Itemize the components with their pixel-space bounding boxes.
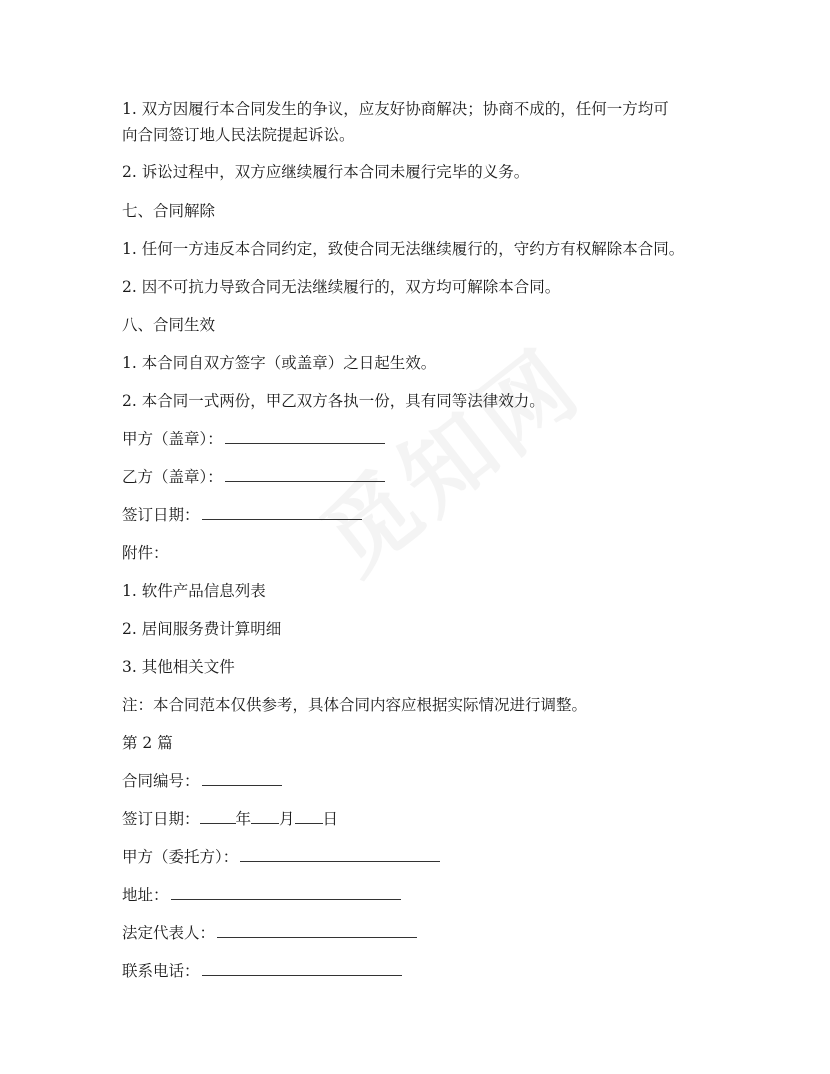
principal-label: 甲方（委托方）： [122, 848, 239, 866]
principal-row [122, 844, 790, 870]
sign-date-label: 签订日期： [122, 506, 200, 524]
attachment-item-3: 3. 其他相关文件 [122, 658, 235, 676]
attachment-item-2: 2. 居间服务费计算明细 [122, 620, 282, 638]
section-7-title: 七、合同解除 [122, 202, 216, 220]
section-8-item-2: 2. 本合同一式两份，甲乙双方各执一份，具有同等法律效力。 [122, 392, 545, 410]
note: 注：本合同范本仅供参考，具体合同内容应根据实际情况进行调整。 [122, 696, 588, 714]
section-7-item-1: 1. 任何一方违反本合同约定，致使合同无法继续履行的，守约方有权解除本合同。 [122, 240, 685, 258]
contract-no-label: 合同编号： [122, 772, 200, 790]
dispute-clause-2: 2. 诉讼过程中，双方应继续履行本合同未履行完毕的义务。 [122, 163, 530, 181]
year-blank[interactable] [200, 808, 236, 824]
day-blank[interactable] [295, 808, 323, 824]
principal-blank[interactable] [240, 846, 440, 862]
part-2-sign-date-label: 签订日期： [122, 810, 200, 828]
month-blank[interactable] [251, 808, 279, 824]
part-2-title: 第 2 篇 [122, 734, 173, 752]
month-label: 月 [279, 810, 295, 828]
dispute-clause-1-line-2: 向合同签订地人民法院提起诉讼。 [122, 126, 355, 144]
address-blank[interactable] [171, 884, 401, 900]
part-2-sign-date-row [122, 806, 790, 832]
address-row [122, 882, 790, 908]
section-8-title: 八、合同生效 [122, 316, 216, 334]
party-a-seal-blank[interactable] [225, 428, 385, 444]
address-label: 地址： [122, 886, 169, 904]
phone-label: 联系电话： [122, 962, 200, 980]
section-8-item-1: 1. 本合同自双方签字（或盖章）之日起生效。 [122, 354, 437, 372]
section-7-item-2: 2. 因不可抗力导致合同无法继续履行的，双方均可解除本合同。 [122, 278, 561, 296]
attachments-title: 附件： [122, 544, 169, 562]
sign-date-row [122, 502, 790, 528]
party-b-seal-blank[interactable] [225, 466, 385, 482]
legal-rep-blank[interactable] [217, 922, 417, 938]
attachment-item-1: 1. 软件产品信息列表 [122, 582, 266, 600]
day-label: 日 [322, 810, 339, 828]
year-label: 年 [235, 810, 252, 828]
party-b-seal-row [122, 464, 790, 490]
party-b-seal-label: 乙方（盖章）： [122, 468, 223, 486]
legal-rep-row [122, 920, 790, 946]
dispute-clause-1-line-1: 1. 双方因履行本合同发生的争议，应友好协商解决；协商不成的，任何一方均可 [122, 100, 669, 118]
phone-blank[interactable] [202, 960, 402, 976]
phone-row [122, 958, 790, 984]
party-a-seal-label: 甲方（盖章）： [122, 430, 223, 448]
legal-rep-label: 法定代表人： [122, 924, 216, 942]
party-a-seal-row [122, 426, 790, 452]
contract-no-blank[interactable] [202, 770, 282, 786]
contract-no-row [122, 768, 790, 794]
sign-date-blank[interactable] [202, 504, 362, 520]
